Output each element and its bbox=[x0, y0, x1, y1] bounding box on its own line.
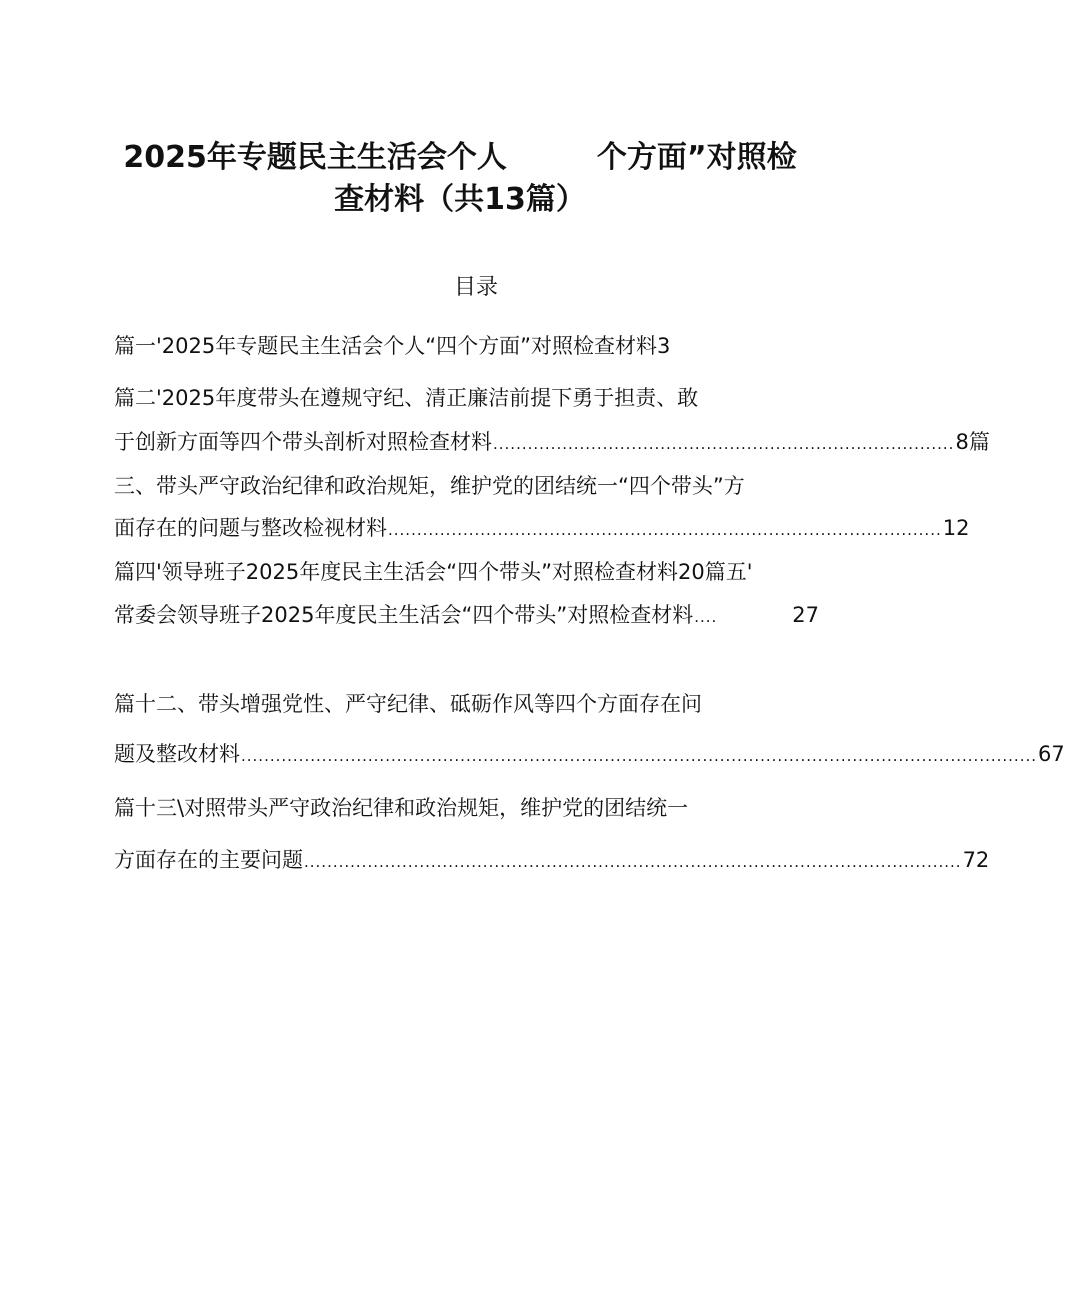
toc-page-number: 27 bbox=[792, 603, 819, 627]
toc-heading: 目录 bbox=[453, 275, 498, 300]
toc-page-number: 72 bbox=[962, 848, 990, 872]
toc-entry-text: 面存在的问题与整改检视材料 bbox=[114, 516, 387, 540]
toc-page-number: 12 bbox=[942, 516, 970, 540]
title-part-2: 个方面”对照检 bbox=[596, 140, 797, 175]
toc-entry-text: 方面存在的主要问题 bbox=[114, 848, 303, 872]
toc-line-9 bbox=[114, 736, 1065, 772]
toc-line-11 bbox=[114, 842, 990, 878]
toc-entry-text: 于创新方面等四个带头剖析对照检查材料 bbox=[114, 430, 492, 454]
toc-entry-text: 常委会领导班子2025年度民主生活会“四个带头”对照检查材料 bbox=[114, 603, 694, 627]
toc-line-10: 篇十三\对照带头严守政治纪律和政治规矩，维护党的团结统一 bbox=[114, 796, 689, 820]
toc-line-1: 篇一'2025年专题民主生活会个人“四个方面”对照检查材料3 bbox=[114, 334, 671, 358]
toc-line-2: 篇二'2025年度带头在遵规守纪、清正廉洁前提下勇于担责、敢 bbox=[114, 386, 699, 410]
title-part-1: 2025年专题民主生活会个人 bbox=[123, 140, 507, 175]
document-title-line-1 bbox=[0, 136, 920, 180]
toc-page-number: 8篇 bbox=[955, 430, 990, 454]
toc-line-3 bbox=[114, 424, 990, 460]
toc-line-4: 三、带头严守政治纪律和政治规矩，维护党的团结统一“四个带头”方 bbox=[114, 474, 745, 498]
toc-leader-dots: .......................................................................................................................................... bbox=[241, 747, 1037, 765]
toc-entry-text: 题及整改材料 bbox=[114, 742, 240, 766]
toc-page-number: 67 bbox=[1038, 742, 1065, 766]
toc-leader-dots: ................................................................................................ bbox=[388, 521, 942, 539]
document-title-line-2: 查材料（共13篇） bbox=[334, 182, 586, 217]
toc-leader-dots: ................................................................................ bbox=[493, 435, 955, 453]
toc-line-5 bbox=[114, 510, 970, 546]
toc-line-6: 篇四'领导班子2025年度民主生活会“四个带头”对照检查材料20篇五' bbox=[114, 560, 753, 584]
toc-line-7 bbox=[114, 597, 819, 633]
toc-line-8: 篇十二、带头增强党性、严守纪律、砥砺作风等四个方面存在问 bbox=[114, 692, 702, 716]
toc-leader-dots: .... bbox=[694, 608, 718, 626]
toc-leader-dots: .................................................................................................................. bbox=[304, 853, 962, 871]
